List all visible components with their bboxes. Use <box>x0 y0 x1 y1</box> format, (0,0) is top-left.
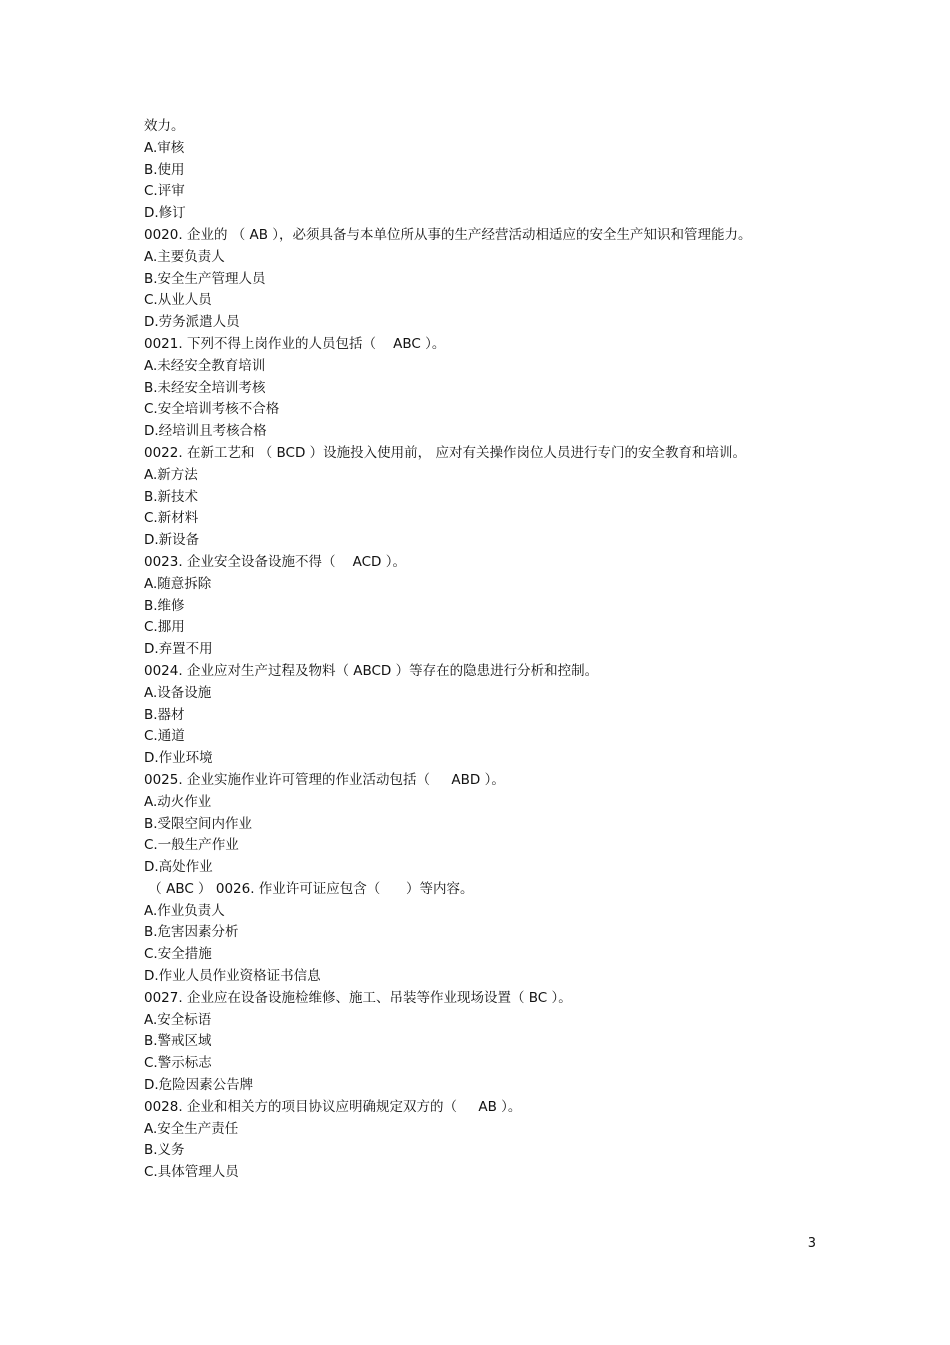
text-line: C.新材料 <box>144 510 199 527</box>
text-line: B.维修 <box>144 597 185 614</box>
text-line: D.高处作业 <box>144 859 213 876</box>
text-line: C.从业人员 <box>144 292 212 309</box>
text-line: A.安全生产责任 <box>144 1120 239 1137</box>
text-line: 0028. 企业和相关方的项目协议应明确规定双方的（ AB ）。 <box>144 1098 522 1115</box>
text-line: D.危险因素公告牌 <box>144 1077 254 1094</box>
text-line: A.安全标语 <box>144 1011 212 1028</box>
text-line: C.挪用 <box>144 619 185 636</box>
text-line: 0025. 企业实施作业许可管理的作业活动包括（ ABD ）。 <box>144 771 505 788</box>
text-line: D.弃置不用 <box>144 641 213 658</box>
text-line: 0020. 企业的 （ AB ），必须具备与本单位所从事的生产经营活动相适应的安全生产知识和管理能力。 <box>144 226 752 243</box>
text-line: D.劳务派遣人员 <box>144 314 240 331</box>
text-line: （ ABC ） 0026. 作业许可证应包含（ ）等内容。 <box>144 880 474 897</box>
text-line: C.通道 <box>144 728 185 745</box>
text-line: C.具体管理人员 <box>144 1164 239 1181</box>
text-line: D.修订 <box>144 205 186 222</box>
text-line: B.未经安全培训考核 <box>144 379 266 396</box>
text-line: B.警戒区域 <box>144 1033 212 1050</box>
text-line: 0027. 企业应在设备设施检维修、施工、吊装等作业现场设置（ BC ）。 <box>144 989 572 1006</box>
text-line: D.作业人员作业资格证书信息 <box>144 968 321 985</box>
text-line: B.义务 <box>144 1142 185 1159</box>
text-line: D.新设备 <box>144 532 200 549</box>
text-line: A.主要负责人 <box>144 248 225 265</box>
text-line: D.作业环境 <box>144 750 213 767</box>
text-line: C.一般生产作业 <box>144 837 239 854</box>
text-line: 0021. 下列不得上岗作业的人员包括（ ABC ）。 <box>144 335 446 352</box>
text-line: B.新技术 <box>144 488 199 505</box>
text-line: 0022. 在新工艺和 （ BCD ）设施投入使用前， 应对有关操作岗位人员进行专门的安全教育和培训。 <box>144 444 746 461</box>
text-line: A.未经安全教育培训 <box>144 357 266 374</box>
text-line: A.审核 <box>144 139 185 156</box>
text-line: C.安全措施 <box>144 946 212 963</box>
text-line: A.设备设施 <box>144 684 212 701</box>
text-line: 效力。 <box>144 118 185 134</box>
text-line: A.动火作业 <box>144 793 212 810</box>
text-line: B.受限空间内作业 <box>144 815 253 832</box>
text-line: 0023. 企业安全设备设施不得（ ACD ）。 <box>144 553 406 570</box>
text-line: B.器材 <box>144 706 185 723</box>
text-line: D.经培训且考核合格 <box>144 423 267 440</box>
text-line: B.危害因素分析 <box>144 924 239 941</box>
text-line: B.安全生产管理人员 <box>144 270 266 287</box>
text-line: B.使用 <box>144 161 185 178</box>
text-line: 0024. 企业应对生产过程及物料（ ABCD ）等存在的隐患进行分析和控制。 <box>144 662 599 679</box>
page-number: 3 <box>807 1236 816 1251</box>
text-line: A.新方法 <box>144 466 198 483</box>
text-line: C.安全培训考核不合格 <box>144 401 280 418</box>
text-line: A.随意拆除 <box>144 575 212 592</box>
text-line: A.作业负责人 <box>144 902 225 919</box>
text-line: C.警示标志 <box>144 1055 212 1072</box>
text-line: C.评审 <box>144 183 185 200</box>
document-body <box>144 116 784 1184</box>
